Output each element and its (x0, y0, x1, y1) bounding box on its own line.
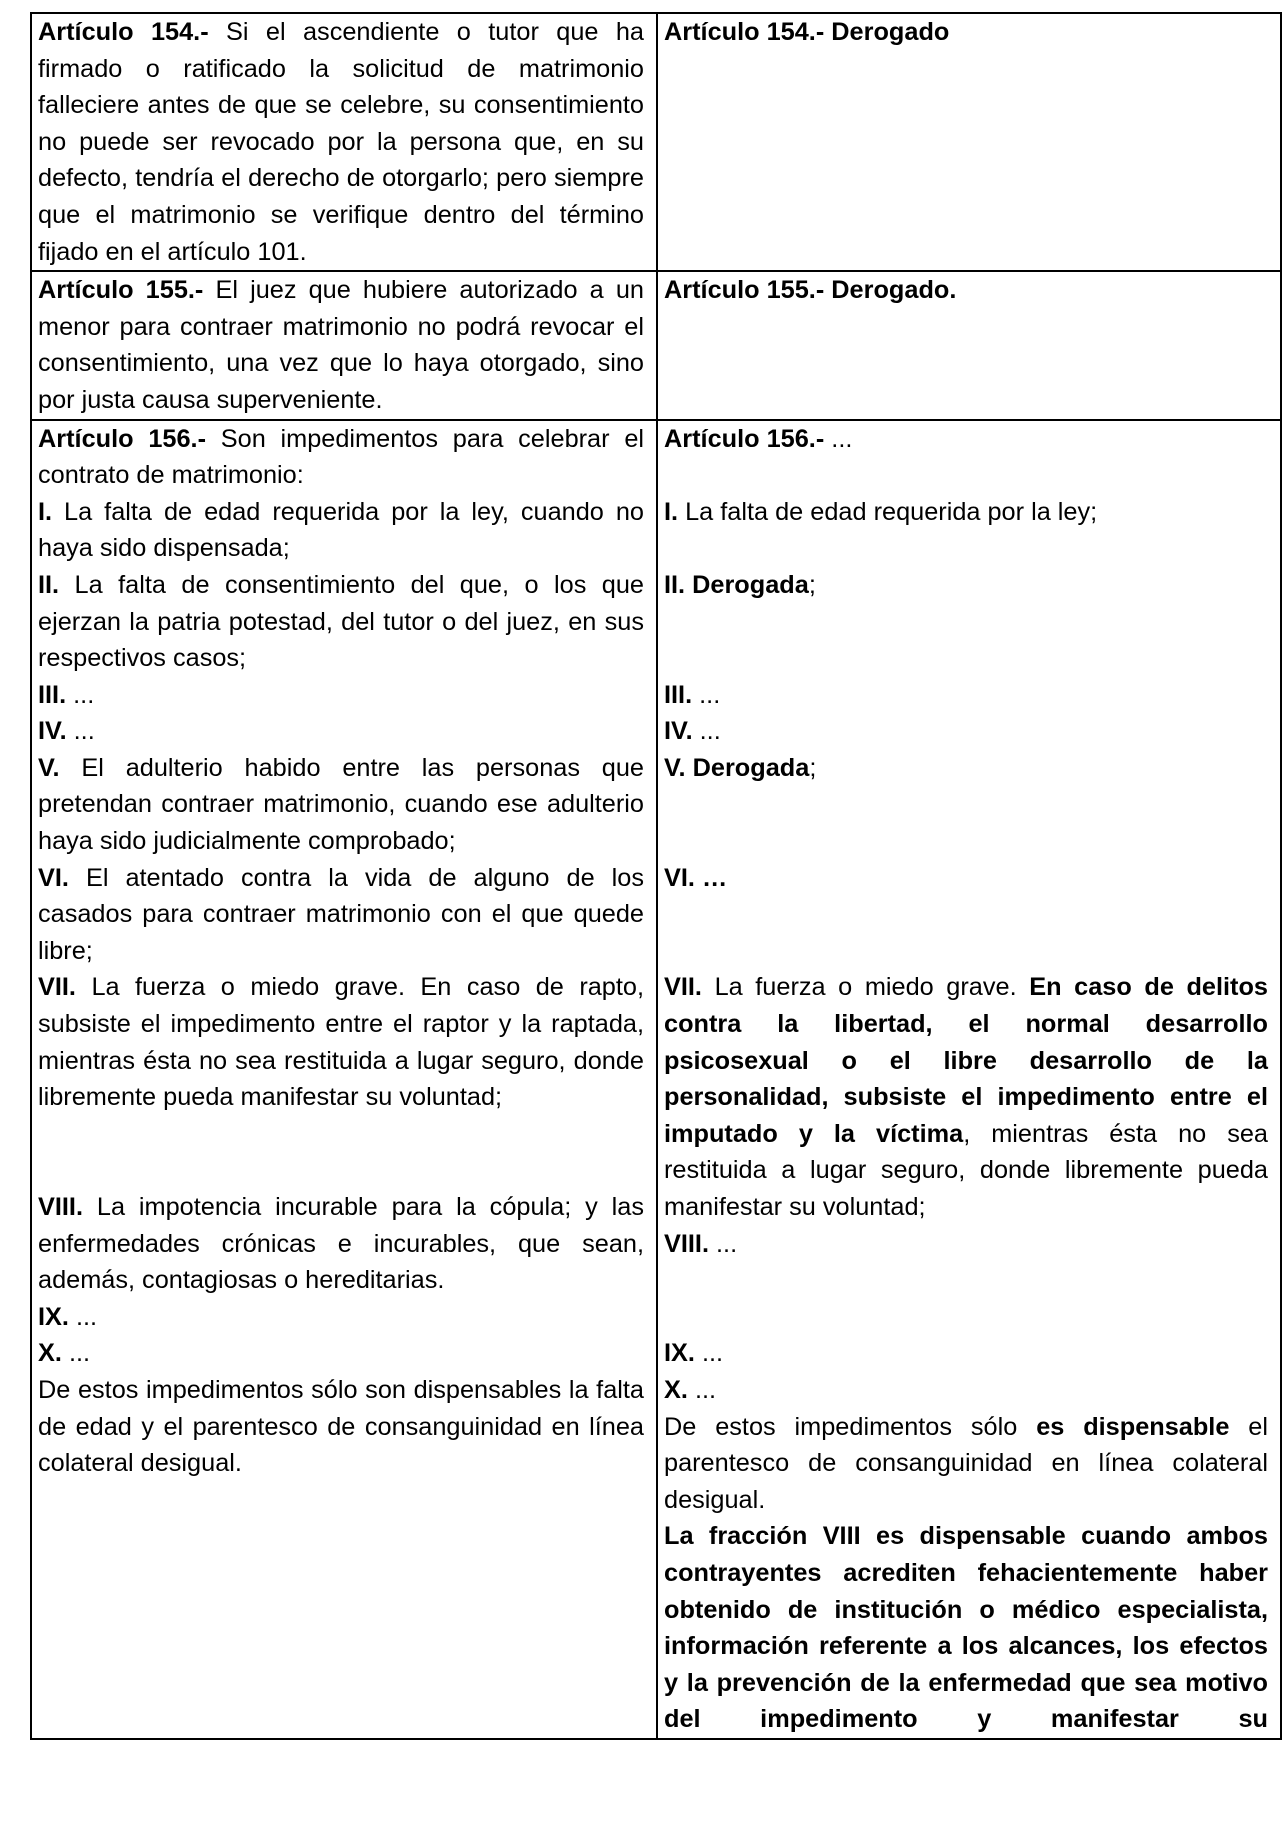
article-heading: Artículo 155.- (38, 276, 204, 305)
fraction-text: ... (68, 1339, 91, 1368)
fraction-number: IV. (664, 717, 693, 746)
fraction-text: ... (75, 1302, 98, 1331)
fraction-text: … (701, 863, 728, 892)
fraction-text: La falta de consentimiento del que, o los que ejerzan la patria potestad, del tutor o del juez, en sus respectivos casos; (38, 570, 644, 673)
fraction-number: X. (38, 1339, 62, 1368)
fraction-vi (38, 860, 644, 970)
document-page (30, 12, 1268, 1740)
fraction-number: VI. (664, 863, 695, 892)
fraction-ix (38, 1299, 644, 1336)
fraction-number: X. (664, 1375, 688, 1404)
article-intro: Son impedimentos para celebrar el contrato de matrimonio: (38, 424, 645, 490)
table-row (31, 420, 1281, 1739)
fraction-text: La falta de edad requerida por la ley; (685, 497, 1098, 526)
added-paragraph: La fracción VIII es dispensable cuando ambos contrayentes acrediten fehacientemente haber obtenido de institución o médico especialista, información referente a los alcances, los efectos y la prevención de la enfermedad que sea motivo del impedimento y manifestar su (664, 1522, 1268, 1734)
article-heading: Artículo 154.- Derogado (664, 18, 950, 46)
article-heading-block (664, 421, 1268, 458)
table-row (31, 271, 1281, 419)
article-155-current (31, 271, 657, 419)
fraction-text: Derogada (692, 753, 810, 782)
fraction-number: III. (664, 680, 693, 709)
article-heading: Artículo 156.- (38, 424, 206, 453)
article-text: El juez que hubiere autorizado a un menor para contraer matrimonio no podrá revocar el consentimiento, una vez que lo haya otorgado, sino por justa causa superveniente. (38, 276, 644, 414)
article-154-proposed (657, 13, 1281, 271)
fraction-i (38, 494, 644, 567)
article-155-proposed (657, 271, 1281, 419)
article-heading: Artículo 155.- Derogado. (664, 276, 957, 305)
fraction-text: ... (73, 717, 95, 746)
fraction-text: La falta de edad requerida por la ley, cuando no haya sido dispensada; (38, 497, 644, 563)
fraction-ix (664, 1335, 1268, 1372)
article-heading: Artículo 154.- (38, 18, 209, 46)
fraction-number: V. (664, 753, 686, 782)
fraction-iii (664, 677, 1268, 714)
fraction-vii (38, 969, 644, 1115)
fraction-vii (664, 969, 1268, 1225)
fraction-number: I. (38, 497, 53, 526)
fraction-text: La fuerza o miedo grave. En caso de rapto, subsiste el impedimento entre el raptor y la raptada, mientras ésta no sea restituida a lugar seguro, donde libremente pueda manifestar su voluntad; (38, 973, 645, 1112)
fraction-vi (664, 860, 1268, 897)
fraction-ii (664, 567, 1268, 604)
table-row (31, 13, 1281, 271)
fraction-text: El atentado contra la vida de alguno de los casados para contraer matrimonio con el que quede libre; (38, 863, 644, 965)
article-156-proposed (657, 420, 1281, 1739)
fraction-number: IX. (38, 1302, 69, 1331)
fraction-number: V. (38, 753, 60, 782)
closing-text-tail: el parentesco de consanguinidad en línea colateral desigual. (664, 1412, 1268, 1514)
fraction-x (38, 1335, 644, 1372)
fraction-amended-text: En caso de delitos contra la libertad, el normal desarrollo psicosexual o el libre desarrollo de la personalidad, subsiste el impedimento entre el imputado y la víctima (664, 973, 1268, 1148)
fraction-number: VI. (38, 863, 69, 892)
fraction-number: II. (38, 570, 60, 599)
fraction-viii (38, 1189, 644, 1299)
fraction-number: VIII. (38, 1193, 83, 1221)
fraction-text: ... (701, 1339, 724, 1368)
fraction-x (664, 1372, 1268, 1409)
closing-paragraph (664, 1409, 1268, 1519)
fraction-number: III. (38, 680, 67, 709)
fraction-number: VIII. (664, 1229, 709, 1258)
closing-paragraph: De estos impedimentos sólo son dispensables la falta de edad y el parentesco de consanguinidad en línea colateral desigual. (38, 1375, 644, 1478)
article-154-current (31, 13, 657, 271)
fraction-number: VII. (38, 973, 76, 1002)
fraction-i (664, 494, 1268, 531)
fraction-v (664, 750, 1268, 787)
article-text: Si el ascendiente o tutor que ha firmado o ratificado la solicitud de matrimonio falleciere antes de que se celebre, su consentimiento no puede ser revocado por la persona que, en su defecto, tendría el derecho de otorgarlo; pero siempre que el matrimonio se verifique dentro del término fijado en el artículo 101. (38, 18, 644, 266)
fraction-viii (664, 1226, 1268, 1263)
fraction-punctuation: ; (809, 753, 817, 782)
article-ellipsis: ... (831, 424, 853, 453)
fraction-number: IV. (38, 717, 67, 746)
fraction-number: I. (664, 497, 679, 526)
fraction-text: La impotencia incurable para la cópula; y las enfermedades crónicas e incurables, que sean, además, contagiosas o hereditarias. (38, 1193, 644, 1295)
fraction-number: IX. (664, 1339, 695, 1368)
fraction-text: ... (694, 1375, 717, 1404)
closing-text: De estos impedimentos sólo (664, 1412, 1018, 1441)
fraction-text: Derogada (692, 570, 809, 599)
article-heading: Artículo 156.- (664, 424, 825, 453)
fraction-number: VII. (664, 973, 702, 1002)
fraction-text: El adulterio habido entre las personas que pretendan contraer matrimonio, cuando ese adulterio haya sido judicialmente comprobado; (38, 753, 645, 856)
article-156-current (31, 420, 657, 1739)
fraction-text-tail: , mientras ésta no sea restituida a lugar seguro, donde libremente pueda manifestar su voluntad; (664, 1119, 1268, 1221)
fraction-iv (38, 713, 644, 750)
comparison-table (30, 12, 1282, 1740)
fraction-text: ... (699, 680, 721, 709)
fraction-iii (38, 677, 644, 714)
closing-amended-text: es dispensable (1036, 1412, 1230, 1441)
fraction-text: ... (73, 680, 95, 709)
fraction-punctuation: ; (808, 570, 816, 599)
fraction-iv (664, 713, 1268, 750)
fraction-text: ... (716, 1229, 738, 1258)
fraction-v (38, 750, 644, 860)
fraction-number: II. (664, 570, 686, 599)
fraction-text: ... (699, 717, 721, 746)
article-heading-block (38, 421, 644, 494)
fraction-ii (38, 567, 644, 677)
fraction-text: La fuerza o miedo grave. (714, 973, 1017, 1002)
